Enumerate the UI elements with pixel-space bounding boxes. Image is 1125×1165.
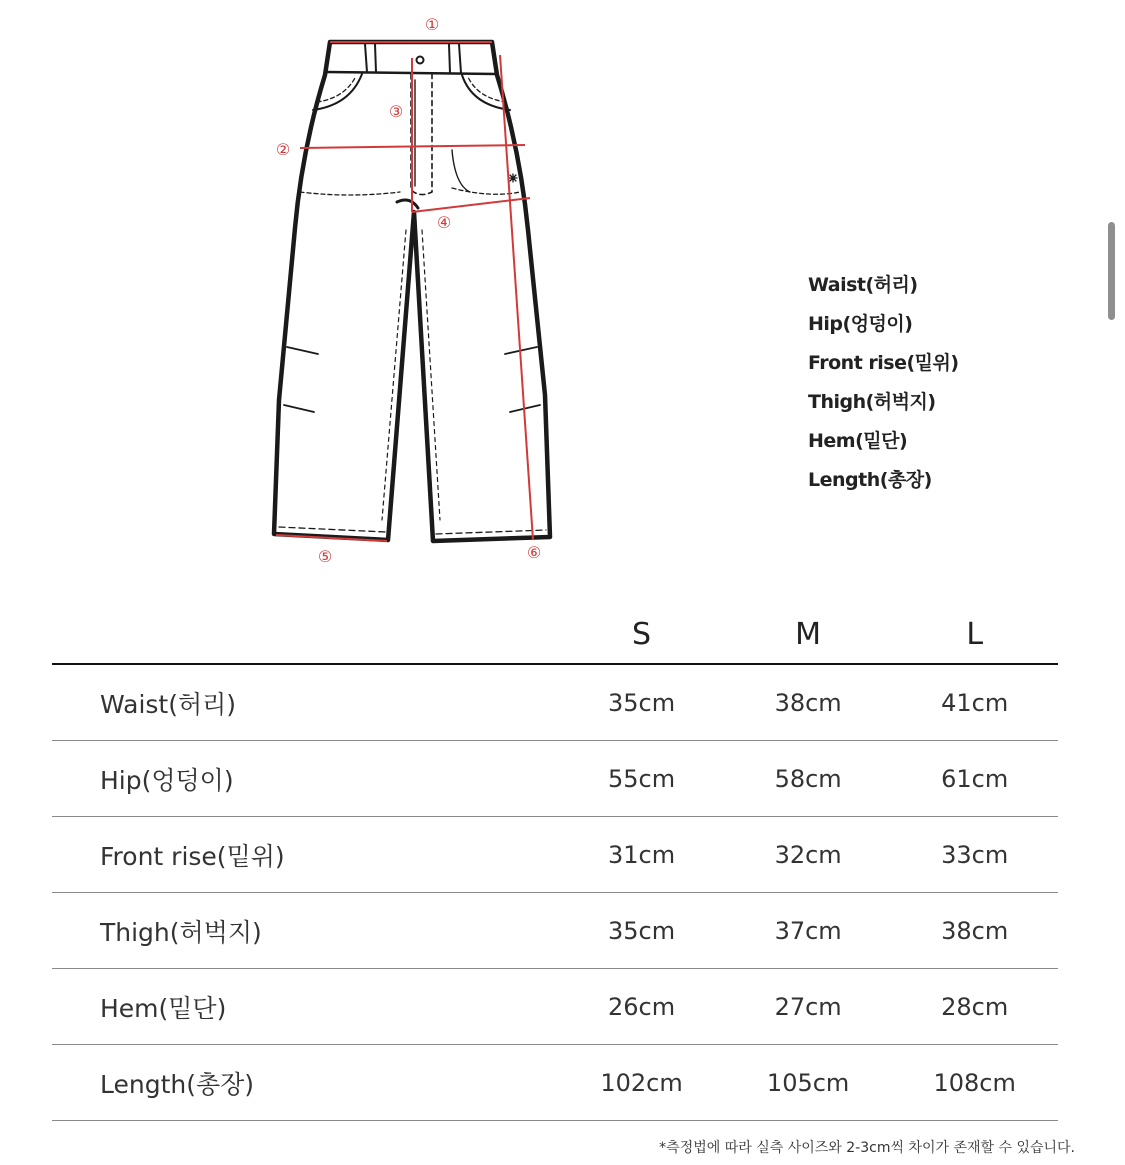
marker-thigh: ④ (436, 213, 452, 232)
legend-item-thigh: Thigh(허벅지) (808, 391, 936, 413)
header-size-m: M (725, 605, 892, 664)
table-row (52, 817, 1058, 893)
cell-value: 38cm (891, 893, 1058, 969)
cell-value: 35cm (558, 893, 725, 969)
row-label: Hem(밑단) (52, 969, 558, 1045)
cell-value: 32cm (725, 817, 892, 893)
legend-item-length: Length(총장) (808, 469, 932, 491)
thigh-measure-line (412, 198, 530, 212)
marker-rise: ③ (388, 102, 404, 121)
row-label: Waist(허리) (52, 664, 558, 741)
legend-item-waist: Waist(허리) (808, 274, 918, 296)
scrollbar-thumb[interactable] (1108, 222, 1115, 320)
cell-value: 27cm (725, 969, 892, 1045)
measurement-footnote: *측정법에 따라 실측 사이즈와 2-3cm씩 차이가 존재할 수 있습니다. (659, 1140, 1075, 1156)
row-label: Thigh(허벅지) (52, 893, 558, 969)
cell-value: 37cm (725, 893, 892, 969)
pants-measurement-diagram (0, 0, 620, 580)
table-header-row (52, 605, 1058, 664)
table-row (52, 1045, 1058, 1121)
row-label: Length(총장) (52, 1045, 558, 1121)
marker-length: ⑥ (526, 543, 542, 562)
cell-value: 33cm (891, 817, 1058, 893)
row-label: Hip(엉덩이) (52, 741, 558, 817)
marker-hem: ⑤ (317, 547, 333, 566)
header-blank (52, 605, 558, 664)
cell-value: 31cm (558, 817, 725, 893)
cell-value: 102cm (558, 1045, 725, 1121)
cell-value: 61cm (891, 741, 1058, 817)
cell-value: 105cm (725, 1045, 892, 1121)
header-size-l: L (891, 605, 1058, 664)
length-measure-line (500, 55, 533, 540)
header-size-s: S (558, 605, 725, 664)
legend-item-hem: Hem(밑단) (808, 430, 908, 452)
table-row (52, 741, 1058, 817)
table-row (52, 969, 1058, 1045)
cell-value: 58cm (725, 741, 892, 817)
table-row (52, 664, 1058, 741)
legend-item-front-rise: Front rise(밑위) (808, 352, 959, 374)
legend-item-hip: Hip(엉덩이) (808, 313, 913, 335)
row-label: Front rise(밑위) (52, 817, 558, 893)
cell-value: 35cm (558, 664, 725, 741)
marker-hip: ② (275, 140, 291, 159)
cell-value: 28cm (891, 969, 1058, 1045)
cell-value: 108cm (891, 1045, 1058, 1121)
cell-value: 41cm (891, 664, 1058, 741)
cell-value: 26cm (558, 969, 725, 1045)
size-chart-table (52, 605, 1058, 1121)
measurement-legend (808, 270, 959, 504)
cell-value: 38cm (725, 664, 892, 741)
table-row (52, 893, 1058, 969)
cell-value: 55cm (558, 741, 725, 817)
marker-waist: ① (424, 15, 440, 34)
